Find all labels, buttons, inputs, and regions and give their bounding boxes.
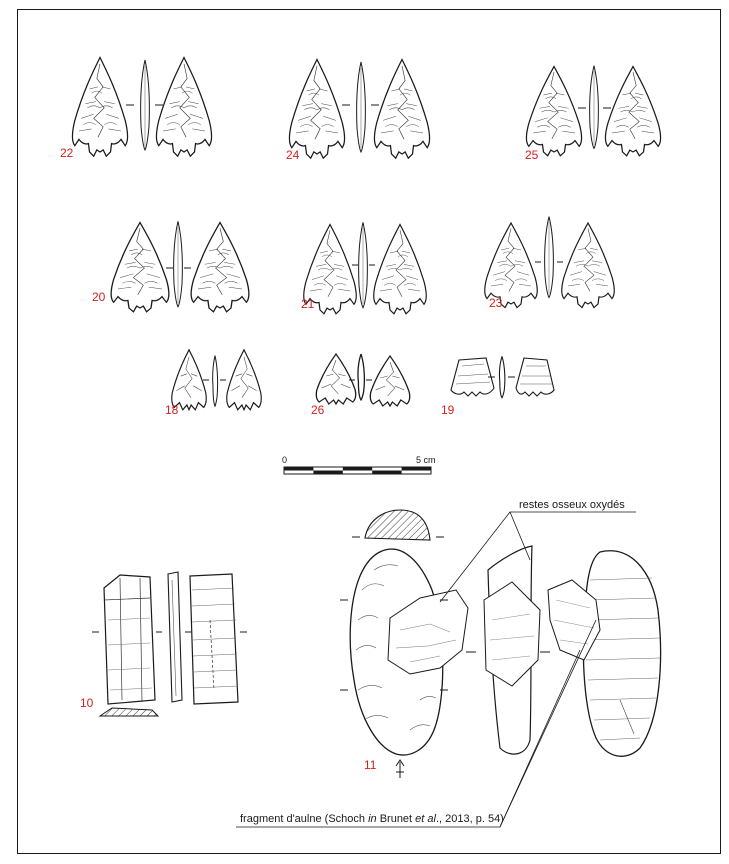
wood-annotation-suffix: ., 2013, p. 54) — [435, 813, 504, 825]
wood-annotation-etal: et al — [415, 813, 436, 825]
scale-start-label: 0 — [282, 455, 288, 465]
bone-annotation: restes osseux oxydés — [519, 499, 625, 511]
core-tool-11 — [340, 510, 661, 778]
blade-10 — [92, 572, 247, 716]
wood-annotation-prefix: fragment d'aulne (Schoch — [240, 813, 369, 825]
arrowhead-25 — [526, 66, 660, 156]
arrowhead-18 — [172, 350, 261, 410]
label-18: 18 — [165, 403, 179, 417]
label-23: 23 — [489, 296, 503, 310]
wood-annotation-in: in — [368, 813, 377, 825]
scale-bar — [284, 467, 431, 474]
label-25: 25 — [525, 148, 539, 162]
scale-end-label: 5 cm — [416, 455, 436, 465]
arrowhead-24 — [289, 60, 429, 159]
arrowhead-20 — [111, 221, 249, 311]
arrowhead-21 — [304, 222, 427, 313]
label-11: 11 — [364, 758, 377, 772]
label-10: 10 — [80, 696, 94, 710]
wood-annotation-mid: Brunet — [376, 813, 416, 825]
label-24: 24 — [286, 148, 300, 162]
arrowhead-19 — [451, 356, 554, 397]
label-20: 20 — [92, 290, 106, 304]
label-19: 19 — [441, 403, 455, 417]
arrowhead-22 — [72, 58, 211, 157]
wood-annotation — [240, 814, 504, 825]
label-22: 22 — [60, 146, 74, 160]
arrowhead-23 — [485, 217, 615, 308]
label-21: 21 — [301, 297, 315, 311]
arrowhead-26 — [316, 354, 409, 406]
label-26: 26 — [311, 403, 325, 417]
